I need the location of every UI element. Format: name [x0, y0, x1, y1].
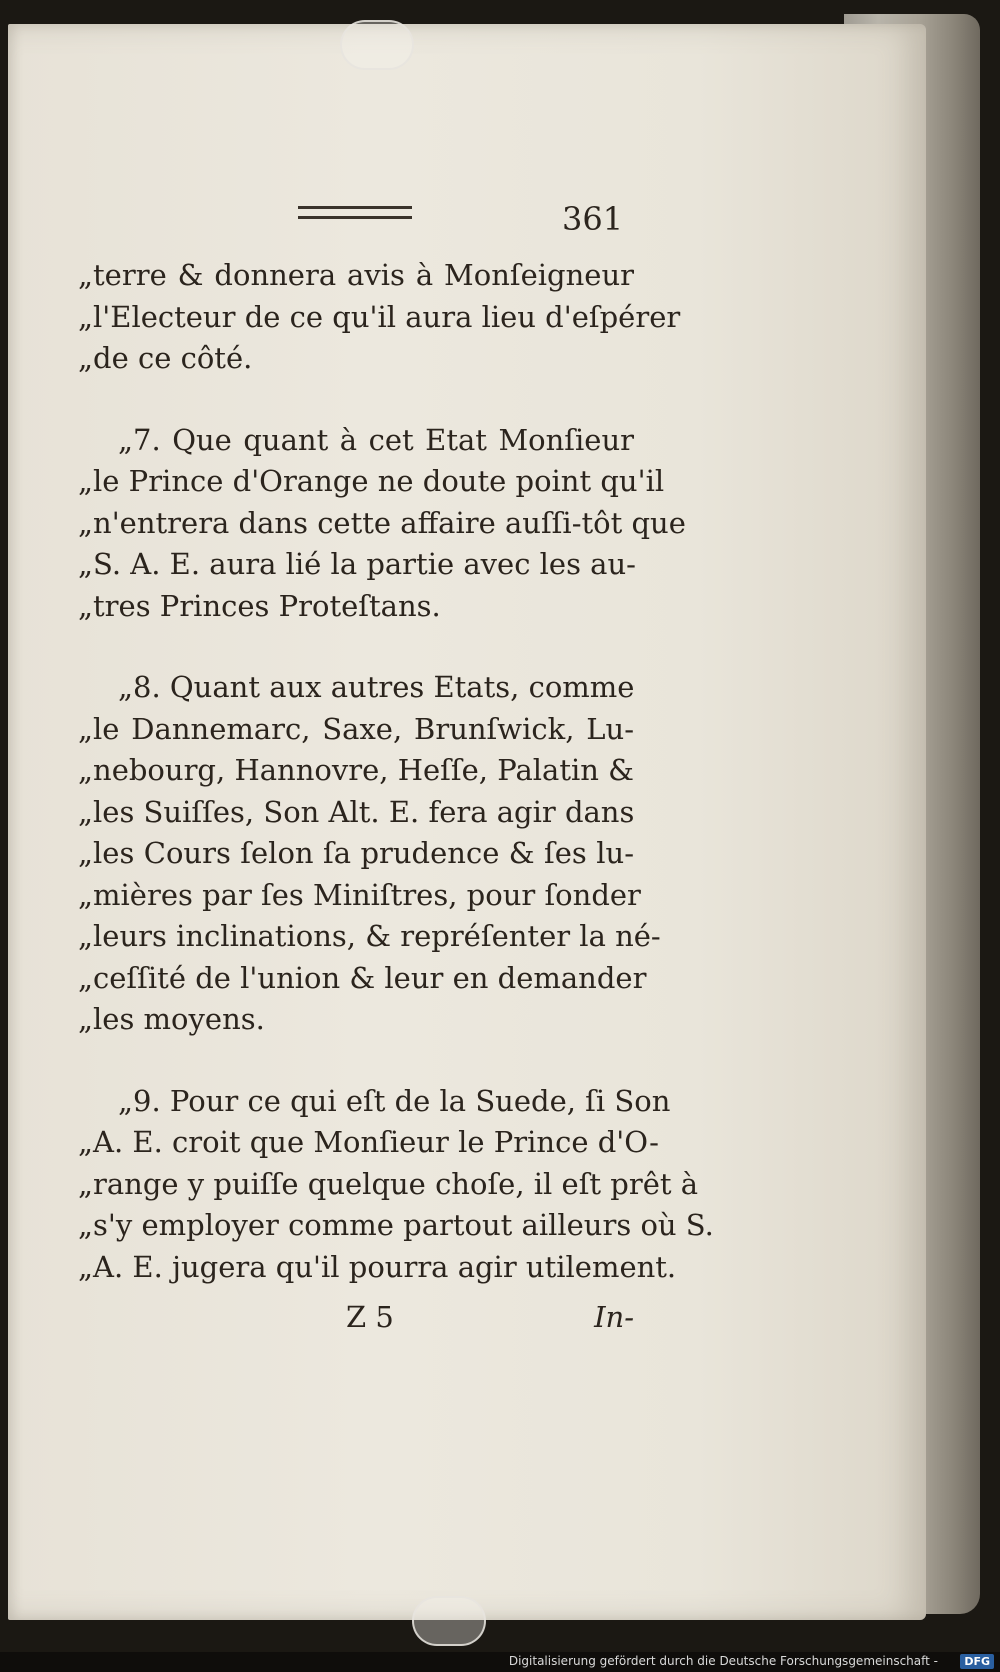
page-clip-bottom	[412, 1596, 486, 1646]
text-line: „de ce côté.	[78, 341, 253, 375]
text-line: „leurs inclinations, & repréſenter la né-	[78, 919, 661, 953]
text-line: „7. Que quant à cet Etat Monſieur	[118, 422, 634, 457]
text-line: „mières par ſes Miniſtres, pour ſonder	[78, 877, 641, 912]
signature-mark: Z 5	[346, 1300, 394, 1334]
text-line: „ceſſité de l'union & leur en demander	[78, 960, 647, 995]
text-line: „s'y employer comme partout ailleurs où S.	[78, 1208, 714, 1242]
text-line: „A. E. jugera qu'il pourra agir utilement.	[78, 1249, 677, 1284]
text-line: „9. Pour ce qui eſt de la Suede, ſi Son	[118, 1083, 671, 1118]
text-line: „le Dannemarc, Saxe, Brunſwick, Lu-	[78, 711, 634, 746]
text-line: „range y puiſſe quelque choſe, il eſt prêt à	[78, 1166, 699, 1201]
text-line: „A. E. croit que Monſieur le Prince d'O-	[78, 1125, 659, 1159]
page-number: 361	[562, 200, 624, 238]
text-line: „tres Princes Proteſtans.	[78, 588, 441, 623]
catchword: In-	[594, 1300, 634, 1334]
text-line: „les Cours ſelon ſa prudence & ſes lu-	[78, 836, 634, 870]
text-line: „nebourg, Hannovre, Heſſe, Palatin &	[78, 753, 634, 787]
text-line: „8. Quant aux autres Etats, comme	[118, 670, 635, 704]
header-rule	[298, 206, 412, 219]
text-line: „n'entrera dans cette affaire auſſi-tôt que	[78, 505, 686, 540]
text-line: „l'Electeur de ce qu'il aura lieu d'eſpérer	[78, 299, 681, 334]
text-line: „les Suiſſes, Son Alt. E. fera agir dans	[78, 794, 635, 829]
page-clip-top	[340, 20, 414, 70]
credit-text: Digitalisierung gefördert durch die Deutsche Forschungsgemeinschaft -	[508, 1654, 938, 1668]
credit-bar	[0, 1652, 1000, 1672]
text-line: „les moyens.	[78, 1002, 265, 1036]
text-line: „S. A. E. aura lié la partie avec les au-	[78, 547, 636, 581]
body-text	[78, 255, 714, 1288]
dfg-logo: DFG	[960, 1654, 994, 1669]
text-line: „terre & donnera avis à Monſeigneur	[78, 258, 634, 292]
text-line: „le Prince d'Orange ne doute point qu'il	[78, 464, 665, 498]
